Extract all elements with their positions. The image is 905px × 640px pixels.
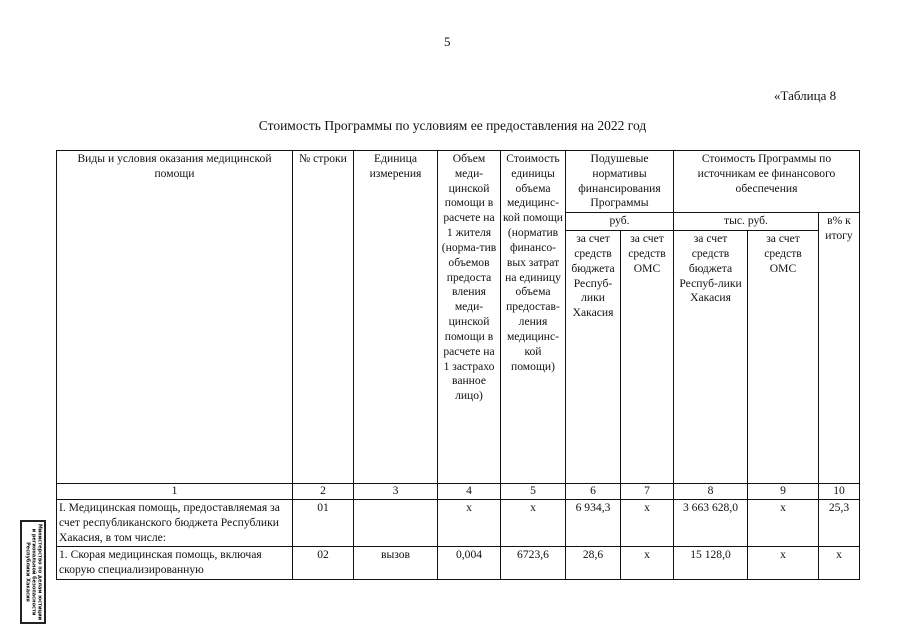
document-title: Стоимость Программы по условиям ее предоставления на 2022 год xyxy=(258,118,647,133)
header-per-capita: Подушевые нормативы финансирования Программы xyxy=(566,151,674,213)
cost-table xyxy=(56,150,860,580)
column-number: 9 xyxy=(748,484,819,500)
row-unit: вызов xyxy=(354,547,438,580)
row-budget-thous: 15 128,0 xyxy=(674,547,748,580)
column-number-row xyxy=(57,484,860,500)
header-unit: Единица измерения xyxy=(354,151,438,484)
row-budget-rub: 6 934,3 xyxy=(566,499,621,546)
column-number: 6 xyxy=(566,484,621,500)
column-number: 5 xyxy=(501,484,566,500)
stamp-text: Министерство по делам юстиции и региональной безопасности Республики Хакасия xyxy=(25,523,43,621)
row-percent: 25,3 xyxy=(819,499,860,546)
header-budget-rub: за счет средств бюджета Респуб-лики Хакасия xyxy=(566,231,621,484)
header-unit-cost: Стоимость единицы объема медицинс-кой помощи (норматив финансо-вых затрат на единицу объема предостав-ления медицинс-кой помощи) xyxy=(501,151,566,484)
column-number: 4 xyxy=(438,484,501,500)
row-unit-cost: х xyxy=(501,499,566,546)
table-row xyxy=(57,547,860,580)
row-volume: х xyxy=(438,499,501,546)
row-oms-thous: х xyxy=(748,499,819,546)
header-kind: Виды и условия оказания медицинской помощи xyxy=(57,151,293,484)
row-oms-rub: х xyxy=(621,499,674,546)
column-number: 10 xyxy=(819,484,860,500)
row-name: I. Медицинская помощь, предоставляемая за счет республиканского бюджета Республики Хакасия, в том числе: xyxy=(57,499,293,546)
row-number: 01 xyxy=(293,499,354,546)
page-number: 5 xyxy=(444,34,451,49)
row-budget-thous: 3 663 628,0 xyxy=(674,499,748,546)
column-number: 1 xyxy=(57,484,293,500)
row-name: 1. Скорая медицинская помощь, включая скорую специализированную xyxy=(57,547,293,580)
registration-stamp xyxy=(20,520,46,624)
header-budget-thous: за счет средств бюджета Респуб-лики Хакасия xyxy=(674,231,748,484)
row-oms-thous: х xyxy=(748,547,819,580)
header-volume: Объем меди-цинской помощи в расчете на 1 жителя (норма-тив объемов предоста вления меди-цинской помощи в расчете на 1 застрахо ванное лицо) xyxy=(438,151,501,484)
table-row xyxy=(57,499,860,546)
row-volume: 0,004 xyxy=(438,547,501,580)
header-row-number: № строки xyxy=(293,151,354,484)
column-number: 8 xyxy=(674,484,748,500)
row-oms-rub: х xyxy=(621,547,674,580)
row-unit-cost: 6723,6 xyxy=(501,547,566,580)
row-budget-rub: 28,6 xyxy=(566,547,621,580)
header-row-1 xyxy=(57,151,860,213)
column-number: 2 xyxy=(293,484,354,500)
column-number: 7 xyxy=(621,484,674,500)
row-unit xyxy=(354,499,438,546)
header-percent-total: в% к итогу xyxy=(819,213,860,484)
table-reference: «Таблица 8 xyxy=(774,88,837,103)
header-rub: руб. xyxy=(566,213,674,231)
header-program-cost: Стоимость Программы по источникам ее финансового обеспечения xyxy=(674,151,860,213)
header-oms-thous: за счет средств ОМС xyxy=(748,231,819,484)
row-number: 02 xyxy=(293,547,354,580)
header-thous-rub: тыс. руб. xyxy=(674,213,819,231)
row-percent: х xyxy=(819,547,860,580)
header-oms-rub: за счет средств ОМС xyxy=(621,231,674,484)
column-number: 3 xyxy=(354,484,438,500)
